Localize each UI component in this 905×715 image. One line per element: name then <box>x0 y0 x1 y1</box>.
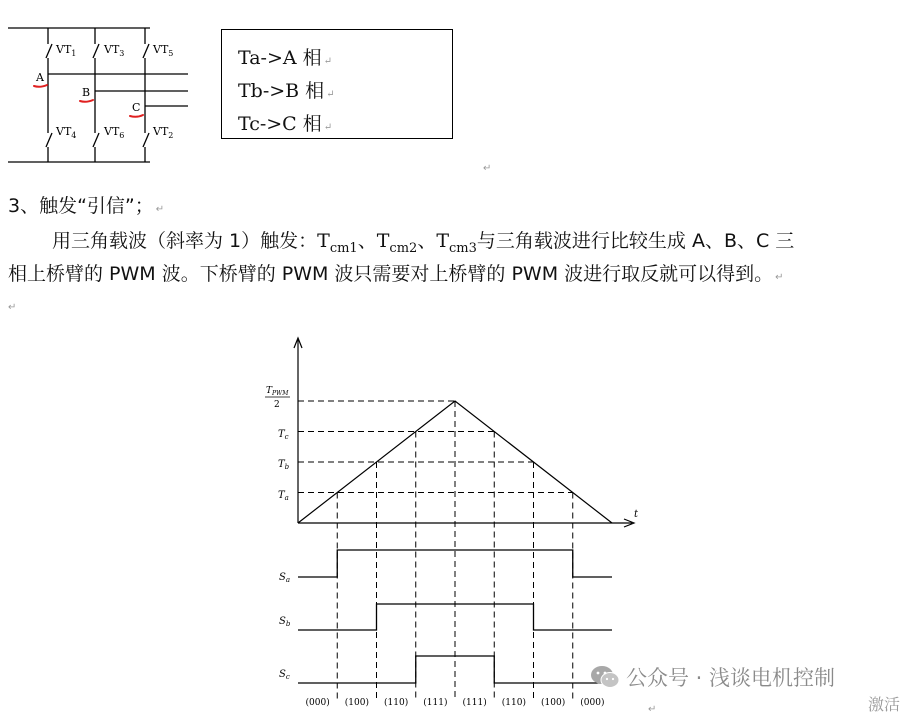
paragraph-mark: ↵ <box>323 122 333 133</box>
switch-state-label: (110) <box>501 698 526 708</box>
pwm-wave-sc <box>298 656 612 683</box>
signal-label-sa: $S_a$ <box>279 572 291 584</box>
paragraph-mark: ↵ <box>483 163 492 174</box>
time-axis-label: t <box>634 509 639 520</box>
switch-label-vt1: $VT_1$ <box>56 43 77 58</box>
paragraph-mark: ↵ <box>323 56 333 67</box>
switch-label-vt5: $VT_5$ <box>153 43 174 58</box>
paragraph-mark: ↵ <box>8 302 17 313</box>
mapping-row-a: Ta->A 相 ↵ <box>238 47 333 69</box>
paragraph-mark: ↵ <box>155 204 165 215</box>
comparator-label-tc: $T_c$ <box>278 429 289 441</box>
wechat-icon <box>590 665 620 689</box>
comparator-label-ta: $T_a$ <box>278 490 289 502</box>
body-paragraph-line-2: 相上桥臂的 PWM 波。下桥臂的 PWM 波只需要对上桥臂的 PWM 波进行取反就可以得到。 ↵ <box>8 263 784 285</box>
section-heading: 3、触发“引信”； ↵ <box>8 195 165 217</box>
mapping-row-b: Tb->B 相 ↵ <box>238 80 335 102</box>
signal-label-sb: $S_b$ <box>279 616 291 628</box>
paragraph-mark: ↵ <box>775 272 784 283</box>
phase-label-b: B <box>82 86 91 99</box>
switch-state-label: (000) <box>305 698 330 708</box>
switch-state-label: (111) <box>423 698 448 708</box>
phase-label-c: C <box>132 101 141 114</box>
switch-state-label: (000) <box>580 698 605 708</box>
switch-label-vt3: $VT_3$ <box>104 43 125 58</box>
switch-state-label: (111) <box>462 698 487 708</box>
comparator-label-tb: $T_b$ <box>278 459 290 471</box>
switch-label-vt4: $VT_4$ <box>56 125 77 140</box>
switch-label-vt6: $VT_6$ <box>104 125 125 140</box>
switch-state-label: (100) <box>541 698 566 708</box>
switch-label-vt2: $VT_2$ <box>153 125 174 140</box>
switch-state-label: (100) <box>344 698 369 708</box>
tpwm-numerator: $T_{PWM}$ <box>266 386 289 397</box>
paragraph-mark: ↵ <box>648 704 657 715</box>
tpwm-denominator: 2 <box>274 400 280 410</box>
switch-state-label: (110) <box>384 698 409 708</box>
carrier-axes <box>294 338 634 527</box>
body-paragraph-line-1: 用三角载波（斜率为 1）触发：$T_{cm1}$、$T_{cm2}$、$T_{cm3}$与三角载波进行比较生成 A、B、C 三 <box>52 230 795 256</box>
paragraph-mark: ↵ <box>326 89 335 100</box>
phase-label-a: A <box>36 71 44 84</box>
activation-watermark: 激活 <box>868 695 901 714</box>
mapping-row-c: Tc->C 相 ↵ <box>238 113 333 135</box>
signal-label-sc: $S_c$ <box>279 669 290 681</box>
wechat-watermark: 公众号 · 浅谈电机控制 <box>590 662 835 692</box>
